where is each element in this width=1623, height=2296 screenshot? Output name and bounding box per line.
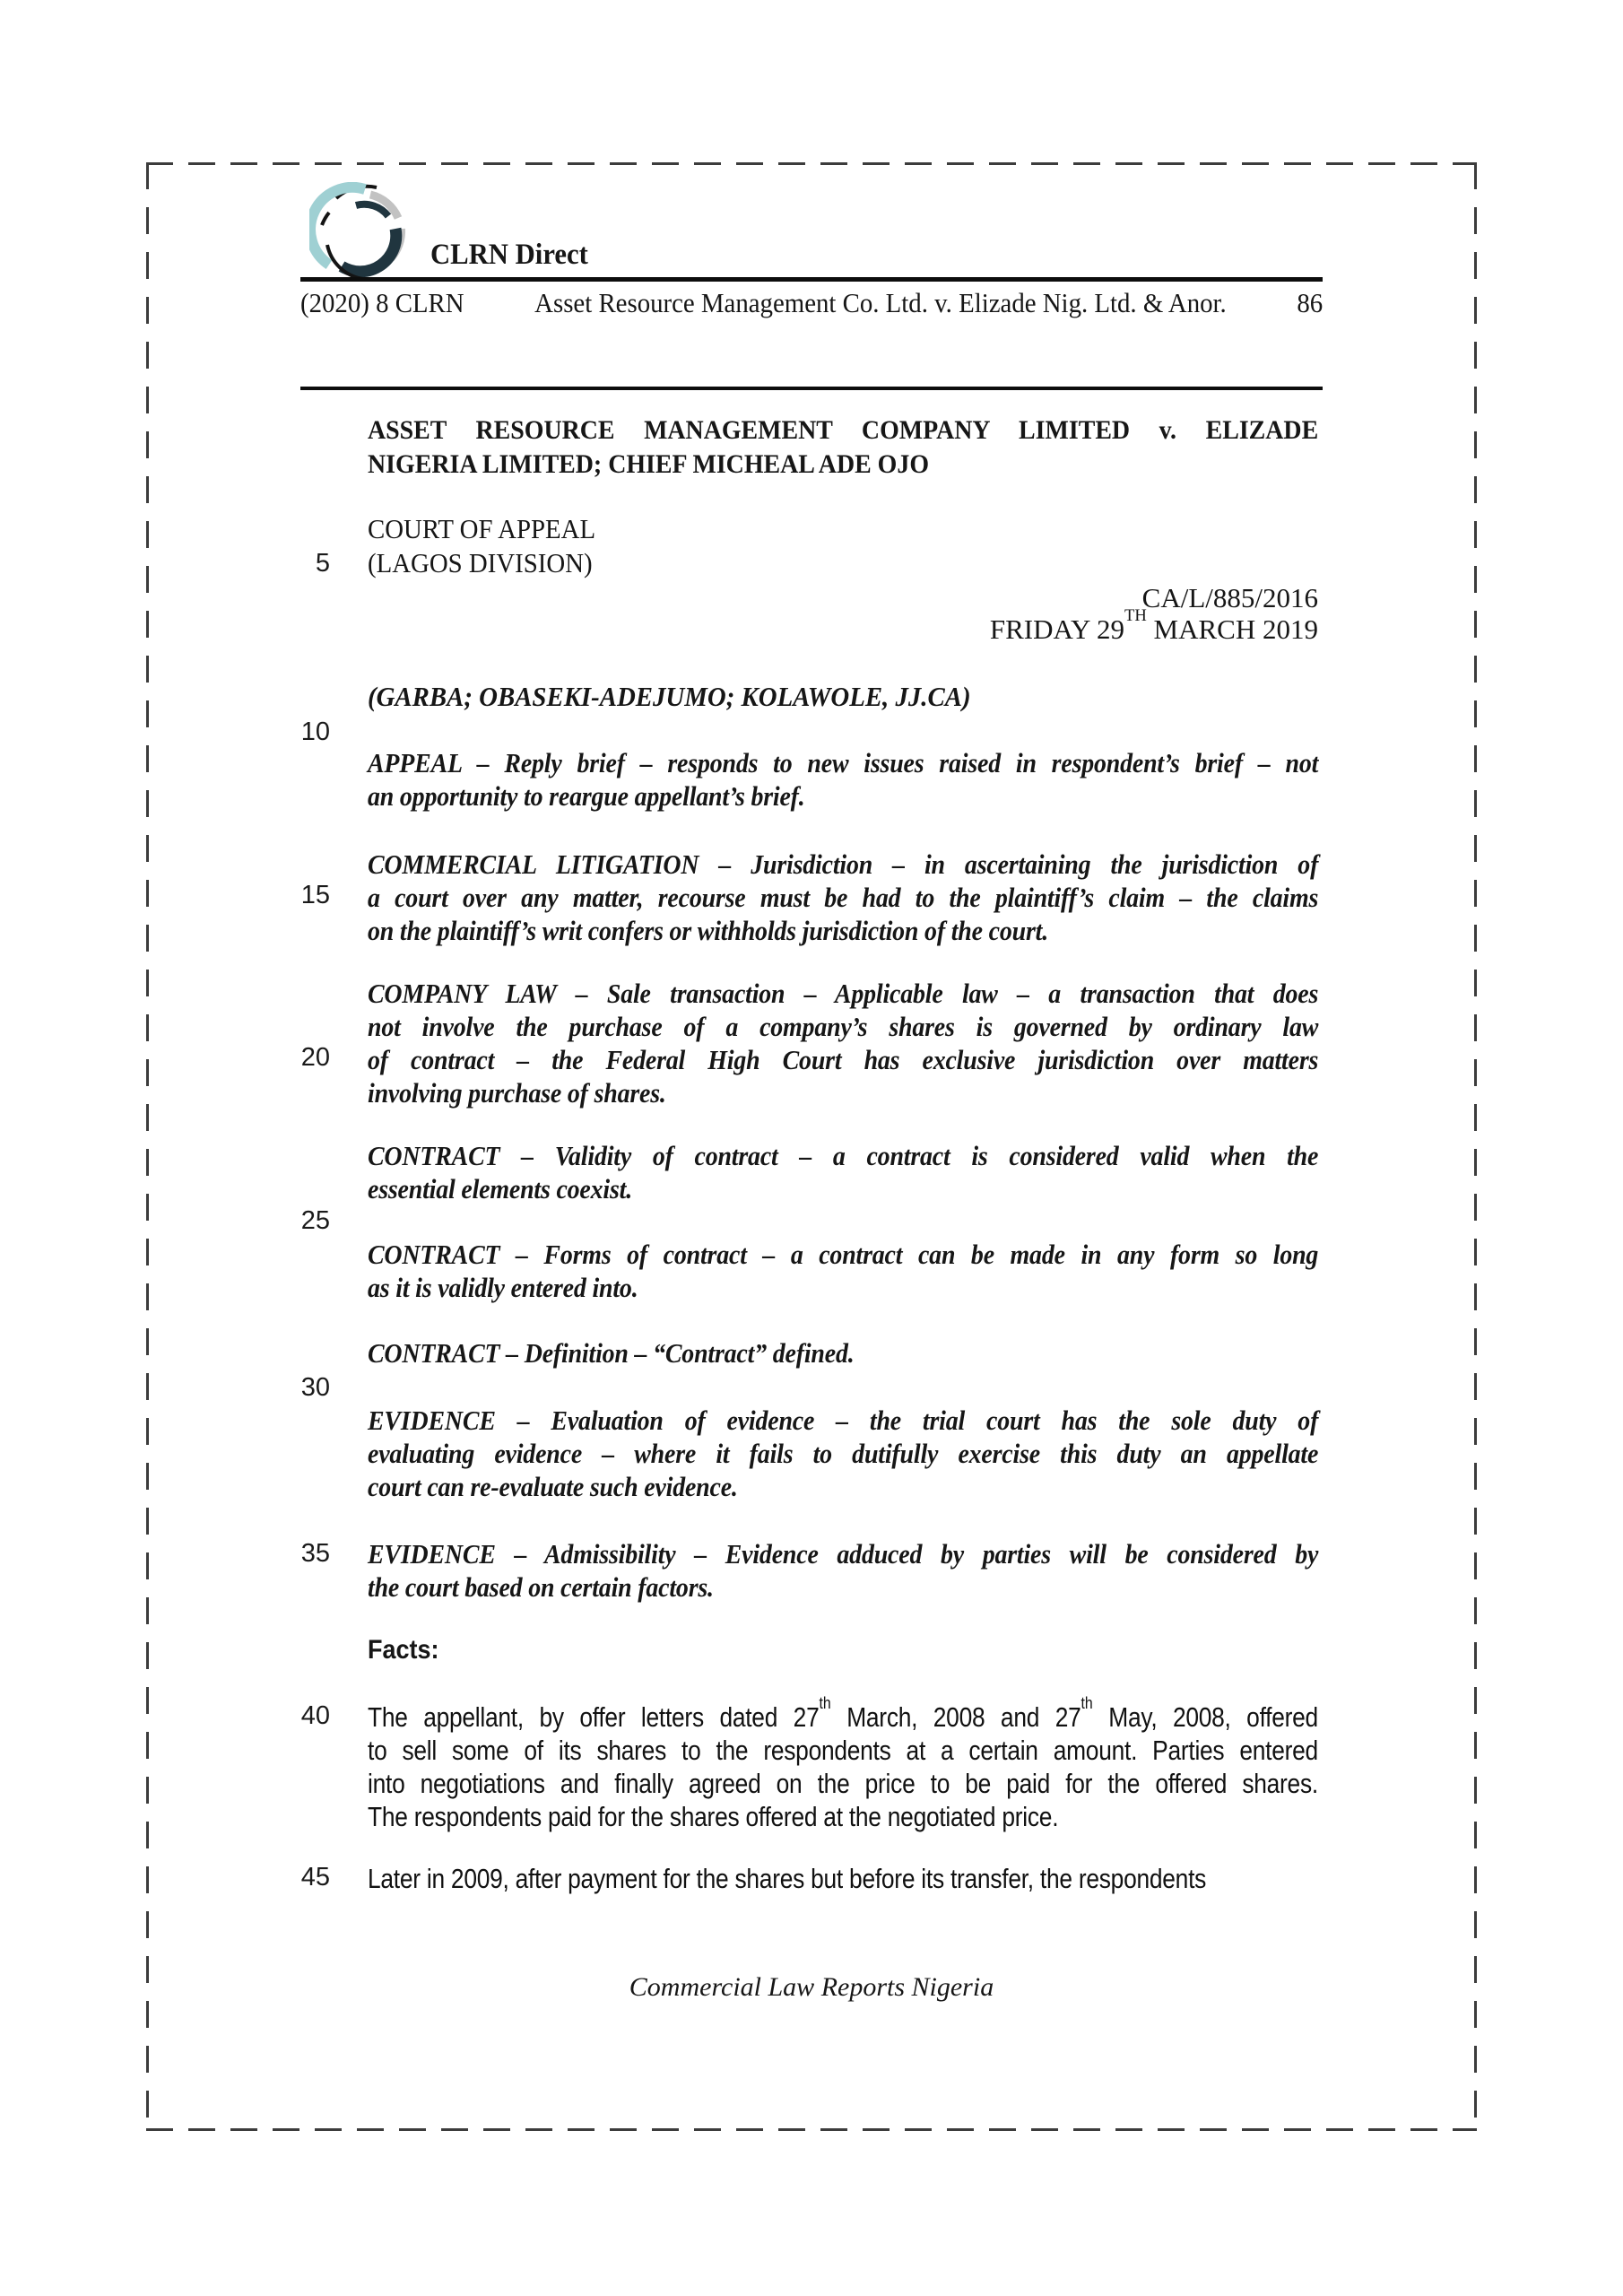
page-footer: Commercial Law Reports Nigeria xyxy=(629,1972,994,2002)
facts-paragraph-1: The appellant, by offer letters dated 27th March, 2008 and 27th May, 2008, offered to sell some of its shares to the respondents at a certain amount. Parties entered into negotiations and finally agreed on the price to be paid for the offered shares. The respondents paid for the shares offered at the negotiated price. xyxy=(368,1693,1318,1832)
line-number-30: 30 xyxy=(300,1373,330,1402)
page-border-left xyxy=(146,162,149,2131)
line-number-20: 20 xyxy=(300,1043,330,1072)
page-border-top xyxy=(146,162,1477,165)
court-division: (LAGOS DIVISION) xyxy=(368,547,593,578)
catchword-appeal: APPEAL – Reply brief – responds to new issues raised in respondent’s brief – not an opportunity to reargue appellant’s brief. xyxy=(368,747,1319,812)
line-number-35: 35 xyxy=(300,1539,330,1568)
clrn-logo-icon xyxy=(309,182,417,284)
case-title: ASSET RESOURCE MANAGEMENT COMPANY LIMITED v. ELIZADE NIGERIA LIMITED; CHIEF MICHEAL ADE OJO xyxy=(368,415,1319,479)
citation-page-number: 86 xyxy=(1297,287,1324,318)
facts-heading: Facts: xyxy=(368,1635,439,1665)
title-rule xyxy=(300,387,1323,390)
catchword-evidence-admissibility: EVIDENCE – Admissibility – Evidence adduced by parties will be considered by the court based on certain factors. xyxy=(368,1538,1319,1603)
catchword-commercial-litigation: COMMERCIAL LITIGATION – Jurisdiction – in ascertaining the jurisdiction of a court over any matter, recourse must be had to the plaintiff’s claim – the claims on the plaintiff’s writ confers or withholds jurisdiction of the court. xyxy=(368,848,1319,946)
logo-arc-dark-main xyxy=(342,229,396,272)
line-number-10: 10 xyxy=(300,718,330,746)
catchword-company-law: COMPANY LAW – Sale transaction – Applicable law – a transaction that does not involve the purchase of a company’s shares is governed by ordinary law of contract – the Federal High Court has exclusive jurisdiction over matters involving purchase of shares. xyxy=(368,978,1319,1109)
catchword-contract-definition: CONTRACT – Definition – “Contract” defined. xyxy=(368,1337,855,1369)
citation-volume: (2020) 8 CLRN xyxy=(300,287,464,318)
catchword-contract-forms: CONTRACT – Forms of contract – a contract can be made in any form so long as it is validly entered into. xyxy=(368,1239,1319,1303)
report-citation xyxy=(300,283,1323,323)
catchword-contract-validity: CONTRACT – Validity of contract – a contract is considered valid when the essential elements coexist. xyxy=(368,1140,1319,1205)
logo-arc-dark-hook xyxy=(356,204,388,216)
page-border-bottom xyxy=(146,2128,1477,2131)
court-name: COURT OF APPEAL xyxy=(368,513,596,544)
facts-paragraph-2: Later in 2009, after payment for the shares but before its transfer, the respondents xyxy=(368,1863,1207,1894)
line-number-15: 15 xyxy=(300,881,330,909)
line-number-40: 40 xyxy=(300,1701,330,1730)
suit-number: CA/L/885/2016 xyxy=(1141,582,1318,613)
citation-case-name: Asset Resource Management Co. Ltd. v. Elizade Nig. Ltd. & Anor. xyxy=(534,287,1227,318)
brand-title: CLRN Direct xyxy=(430,239,588,271)
catchword-evidence-evaluation: EVIDENCE – Evaluation of evidence – the trial court has the sole duty of evaluating evidence – where it fails to dutifully exercise this duty an appellate court can re-evaluate such evidence. xyxy=(368,1405,1319,1502)
line-number-25: 25 xyxy=(300,1206,330,1235)
judges-line: (GARBA; OBASEKI-ADEJUMO; KOLAWOLE, JJ.CA) xyxy=(368,681,971,712)
header-rule xyxy=(300,277,1323,282)
line-number-5: 5 xyxy=(315,549,330,578)
line-number-45: 45 xyxy=(300,1863,330,1892)
logo-arc-black-tick xyxy=(322,213,329,225)
hearing-date: FRIDAY 29TH MARCH 2019 xyxy=(989,606,1318,645)
page-border-right xyxy=(1474,162,1477,2131)
